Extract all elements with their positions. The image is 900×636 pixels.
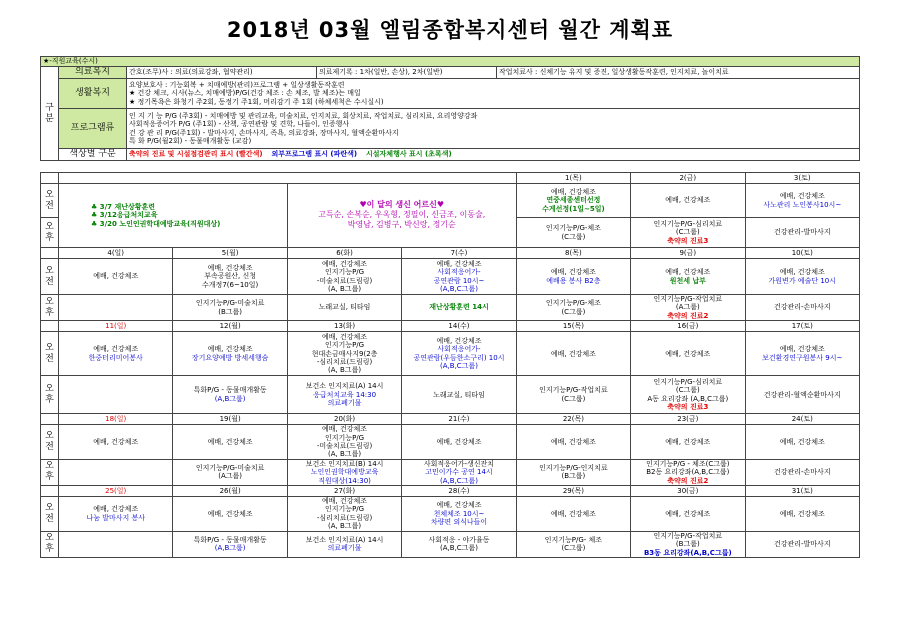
am-row (41, 259, 860, 295)
day-am (173, 259, 287, 295)
cell-line: 축약의 진료2 (667, 311, 709, 320)
cell-line: (A,B,C그룹) (440, 544, 478, 553)
cell-line: 인지기능P/G-작업치료 (653, 531, 723, 540)
day-am (402, 425, 516, 460)
birthday-box (287, 184, 516, 248)
week-header-row (41, 321, 860, 332)
staff-education: ★-직원교육(수시) (41, 57, 860, 67)
day-am (745, 332, 859, 376)
day-pm (59, 459, 173, 485)
cell-line: 가원변가 예술단 10시 (768, 276, 836, 285)
day-pm (287, 531, 401, 557)
cell-line: 인지기능P/G-미술치료 (195, 299, 265, 308)
day-pm (402, 459, 516, 485)
day-header: 28(수) (402, 486, 516, 497)
cell-line: (B그룹) (218, 307, 243, 316)
day-header: 21(수) (402, 414, 516, 425)
cell-line: 예배, 건강체조 (665, 509, 711, 518)
medical-c3: 작업치료사 : 신체기능 유지 및 증진, 일상생활동작훈련, 인지치료, 놀이치료 (497, 67, 860, 79)
day-pm (173, 459, 287, 485)
day-header: 13(화) (287, 321, 401, 332)
program-line: 특 화 P/G(월2회) - 동물매개활동 (교감) (129, 136, 252, 145)
day-header: 22(목) (516, 414, 630, 425)
cell-line: 예배, 건강체조 (322, 425, 368, 434)
day-pm (631, 295, 745, 321)
cell-line: 건강관리-발마사지 (773, 540, 831, 549)
medical-c1: 간호(조무)사 : 의료(의료강좌, 협약관리) (127, 67, 317, 79)
day-am (516, 332, 630, 376)
day-header: 6(화) (287, 248, 401, 259)
time-label: 오 후 (41, 218, 59, 248)
day-header: 14(수) (402, 321, 516, 332)
day-am (745, 259, 859, 295)
cell-line: (A, B그룹) (328, 450, 362, 459)
header-blank (41, 321, 59, 332)
day-header: 20(화) (287, 414, 401, 425)
week-header-row (41, 173, 860, 184)
header-blank (41, 248, 59, 259)
cell-line: 장기요양예방 방세세행숨 (191, 353, 269, 362)
cell-line: 현대손금매사지9(2층 (311, 349, 378, 358)
day-pm (516, 295, 630, 321)
week1-notes-blank (59, 173, 517, 184)
cell-line: 축약의 진료2 (667, 476, 709, 485)
cell-line: B3동 요리강좌(A,B,C그룹) (643, 548, 732, 557)
color-guide (127, 149, 860, 161)
time-label: 오 전 (41, 425, 59, 460)
cell-line: (A,B,C그룹) (440, 476, 478, 485)
color-guide-blue: 외부프로그램 표시 (파란색) (271, 150, 358, 159)
time-label: 오 전 (41, 497, 59, 532)
day-pm (631, 459, 745, 485)
pm-row (41, 459, 860, 485)
day-pm (59, 531, 173, 557)
cell-line: 사노관리 노인봉사10시~ (763, 200, 842, 209)
medical-c2: 의료제기록 : 1차(일반, 손상), 2차(일반) (317, 67, 497, 79)
pm-row (41, 295, 860, 321)
color-guide-green: 시설자체행사 표시 (초록색) (366, 150, 452, 159)
calendar-table (40, 172, 860, 558)
color-guide-red: 축약의 진료 및 시설점검관리 표시 (빨간색) (129, 150, 263, 159)
cell-line: 인지기능P/G-심리치료 (653, 219, 723, 228)
day-header: 25(일) (59, 486, 173, 497)
medical-label: 의료복지 (59, 67, 127, 79)
day-pm (631, 218, 745, 248)
cell-line: 예배용 봉사 B2층 (546, 276, 601, 285)
day-am (631, 425, 745, 460)
program-line: 건 강 관 리 P/G(주1회) - 발마사지, 손마사지, 족욕, 의료강좌, 장마사지, 혈액순환마사지 (129, 128, 399, 137)
pm-row (41, 531, 860, 557)
cell-line: 인지기능P/G-체조 (545, 299, 601, 308)
cell-line: 인지기능P/G-작업치료 (539, 386, 608, 395)
program-label: 프로그램류 (59, 109, 127, 149)
cell-line: 건강관리-발마사지 (773, 228, 831, 237)
cell-line: 보건소 인지치료(B) 14시 (305, 459, 384, 468)
day-pm (631, 531, 745, 557)
cell-line: 예배, 건강체조 (436, 336, 482, 345)
am-row (41, 184, 860, 218)
cell-line: 사회적응어가-생신잔치 (423, 459, 495, 468)
cell-line: 한중터리미어봉사 (88, 353, 143, 362)
cell-line: 사회적응 - 야가율동 (428, 535, 490, 544)
cell-line: -미술치료(드림링) (316, 276, 373, 285)
header-blank (41, 486, 59, 497)
week-header-row (41, 414, 860, 425)
day-am (173, 425, 287, 460)
week-header-row (41, 248, 860, 259)
day-header: 24(토) (745, 414, 859, 425)
day-header: 8(목) (516, 248, 630, 259)
cell-line: (A, B그룹) (328, 284, 362, 293)
life-line: 요양보호사 : 기능회복 + 치매예방(관리)프로그램 + 일상생활동작훈련 (129, 80, 345, 89)
day-header: 26(월) (173, 486, 287, 497)
day-am (631, 497, 745, 532)
cell-line: (A, B그룹) (328, 522, 362, 531)
cell-line: -심리치료(드림링) (316, 513, 373, 522)
cell-line: 예배, 건강체조 (550, 268, 596, 277)
day-pm (516, 218, 630, 248)
cell-line: 부속공원산, 신청 (204, 272, 257, 281)
cell-line: 응급처치교육 14:30 (313, 390, 377, 399)
cell-line: 재난상황훈련 14시 (429, 303, 489, 312)
day-pm (402, 531, 516, 557)
cell-line: 예배, 건강체조 (322, 497, 368, 506)
cell-line: -미술치료(드림링) (316, 442, 373, 451)
time-label: 오 전 (41, 332, 59, 376)
note-line: ♣ 3/12응급처치교육 (91, 211, 158, 220)
cell-line: 사회적응어가- (437, 268, 481, 277)
cell-line: 예배, 건강체조 (779, 345, 825, 354)
day-header: 31(토) (745, 486, 859, 497)
day-pm (173, 531, 287, 557)
day-pm (745, 218, 859, 248)
cell-line: 보건소 인지치료(A) 14시 (305, 382, 384, 391)
day-header: 17(토) (745, 321, 859, 332)
cell-line: 예배, 건강체조 (550, 187, 596, 196)
day-am (745, 425, 859, 460)
day-am (59, 259, 173, 295)
day-pm (173, 295, 287, 321)
cell-line: 연중세종센터선정 (546, 196, 601, 205)
cell-line: -심리치료(드림링) (316, 357, 373, 366)
cell-line: 예배, 건강체조 (207, 345, 253, 354)
cell-line: 예배, 건강체조 (207, 437, 253, 446)
cell-line: (C그룹) (561, 544, 586, 553)
cell-line: (C그룹) (675, 386, 700, 395)
cell-line: (A, B그룹) (328, 366, 362, 375)
cell-line: 예배, 건강체조 (207, 509, 253, 518)
cell-line: B2동 요리강좌(A,B,C그룹) (646, 468, 730, 477)
cell-line: 예배, 건강체조 (93, 437, 139, 446)
day-header: 9(금) (631, 248, 745, 259)
cell-line: 인지기능P/G-작업치료 (653, 295, 723, 303)
day-am (631, 332, 745, 376)
cell-line: 노인인권학대예방교육 (310, 468, 379, 477)
cell-line: 원천세 납부 (669, 276, 706, 285)
program-line: 사회적응증어가 P/G (주1회) - 산책, 공연관람 및 견학, 나들이, 인증행사 (129, 120, 350, 129)
cell-line: 예배, 건강체조 (436, 501, 482, 510)
cell-line: 예배, 건강체조 (436, 259, 482, 268)
pm-row (41, 376, 860, 414)
cell-line: (B그룹) (675, 540, 700, 549)
life-line: ★ 정기목욕은 화청기 주2회, 동정기 주1회, 머리감기 주 1회 (하체세척은 수시실시) (129, 97, 384, 106)
day-pm (516, 531, 630, 557)
cell-line: 축약의 진료3 (667, 236, 709, 245)
cell-line: 인지기능P/G (325, 341, 365, 350)
day-am (516, 497, 630, 532)
cell-line: 예배, 건강체조 (779, 268, 825, 277)
day-pm (287, 295, 401, 321)
day-am (59, 332, 173, 376)
cell-line: (A그룹) (675, 303, 700, 312)
time-label: 오 후 (41, 459, 59, 485)
cell-line: (C그룹) (675, 228, 700, 237)
day-am (745, 184, 859, 218)
cell-line: 예배, 건강체조 (779, 192, 825, 201)
cell-line: A동 요리강좌 (A,B,C그룹) (647, 394, 729, 403)
life-content (127, 79, 860, 109)
cell-line: (C그룹) (561, 232, 586, 241)
cell-line: (C그룹) (561, 307, 586, 316)
day-am (287, 259, 401, 295)
day-am (287, 497, 401, 532)
day-pm (745, 459, 859, 485)
day-header: 15(목) (516, 321, 630, 332)
cell-line: (B그룹) (561, 472, 586, 481)
day-pm (745, 295, 859, 321)
cell-line: (A,B,C그룹) (440, 362, 478, 371)
day-am (287, 332, 401, 376)
category-table (40, 56, 860, 161)
cell-line: 인지기능P/G (325, 268, 365, 277)
day-header: 27(화) (287, 486, 401, 497)
day-am (59, 497, 173, 532)
cell-line: 인지기능P/G - 체조(C그룹) (646, 459, 730, 468)
day-header: 7(수) (402, 248, 516, 259)
day-header: 10(토) (745, 248, 859, 259)
cell-line: 인지기능P/G- 체조 (544, 535, 603, 544)
day-pm (59, 295, 173, 321)
time-label: 오 후 (41, 531, 59, 557)
header-blank (41, 173, 59, 184)
cell-line: 특화P/G - 동물매개활동 (193, 386, 267, 395)
day-am (745, 497, 859, 532)
week-header-row (41, 486, 860, 497)
birthday-names: 박영남, 김병구, 박신랑, 정기순 (347, 219, 456, 229)
cell-line: 예배, 건강체조 (322, 332, 368, 341)
cell-line: 예배, 건강체조 (550, 509, 596, 518)
time-label: 오 후 (41, 295, 59, 321)
cell-line: 의료폐기물 (327, 544, 362, 553)
day-header: 4(일) (59, 248, 173, 259)
day-pm (402, 376, 516, 414)
cell-line: 예배, 건강체조 (550, 437, 596, 446)
cell-line: 건강관리-손마사지 (773, 468, 831, 477)
cell-line: 수개정7(6~10일) (202, 280, 259, 289)
day-header: 16(금) (631, 321, 745, 332)
day-pm (402, 295, 516, 321)
page-title: 2018년 03월 엘림종합복지센터 월간 계획표 (226, 18, 674, 42)
am-row (41, 497, 860, 532)
cell-line: 직원대상(14:30) (318, 476, 371, 485)
day-am (173, 332, 287, 376)
program-content (127, 109, 860, 149)
cell-line: 공연관람(우듬한소구리) 10시 (413, 353, 505, 362)
day-pm (516, 459, 630, 485)
day-am (59, 425, 173, 460)
cell-line: (C그룹) (561, 394, 586, 403)
day-am (402, 497, 516, 532)
birthday-names: 고득순, 손복순, 우옥형, 정필이, 신금조, 이동술, (318, 209, 486, 219)
cell-line: (A,B그룹) (214, 394, 246, 403)
day-pm (287, 459, 401, 485)
day-header: 3(토) (745, 173, 859, 184)
day-pm (516, 376, 630, 414)
day-am (516, 184, 630, 218)
cell-line: 예배, 건강체조 (93, 505, 139, 514)
day-pm (59, 376, 173, 414)
cell-line: 인지기능P/G-인지치료 (539, 464, 608, 473)
am-row (41, 332, 860, 376)
day-am (402, 259, 516, 295)
cell-line: 건강관리-혈액순환마사지 (763, 390, 841, 399)
time-label: 오 전 (41, 184, 59, 218)
cell-line: 예배, 건강체조 (779, 509, 825, 518)
day-header: 11(일) (59, 321, 173, 332)
note-line: ♣ 3/20 노인인권학대예방교육(직원대상) (91, 219, 221, 228)
cell-line: 예배, 건강체조 (779, 437, 825, 446)
cell-line: 예배, 건강체조 (93, 345, 139, 354)
life-label: 생활복지 (59, 79, 127, 109)
cell-line: 인지기능P/G (325, 505, 365, 514)
cell-line: 건강관리-손마사지 (773, 303, 831, 312)
day-am (173, 497, 287, 532)
cell-line: 예배, 건강체조 (550, 349, 596, 358)
cell-line: 예배, 건강체조 (665, 196, 711, 205)
cell-line: 보건소 인지치료(A) 14시 (305, 535, 384, 544)
cell-line: 공연관람 10시~ (433, 276, 485, 285)
cell-line: 수게선정(1일~5일) (542, 204, 605, 213)
cell-line: 노래교실, 티타임 (318, 303, 371, 312)
cell-line: 인지기능P/G-체조 (545, 224, 601, 233)
cell-line: (A,B,C그룹) (440, 284, 478, 293)
cell-line: 의료폐기물 (327, 398, 362, 407)
day-pm (287, 376, 401, 414)
cell-line: 고민이가수 공연 14시 (425, 468, 493, 477)
cell-line: 나눔 발마사지 봉사 (86, 513, 145, 522)
cell-line: 보건환경연구원봉사 9시~ (762, 353, 843, 362)
cell-line: 사회적응어가- (437, 345, 481, 354)
day-header: 18(일) (59, 414, 173, 425)
category-label: 구 분 (41, 67, 59, 161)
day-am (516, 259, 630, 295)
time-label: 오 전 (41, 259, 59, 295)
cell-line: 차량편 외식나들이 (430, 518, 488, 527)
cell-line: 예배, 건강체조 (665, 268, 711, 277)
day-am (287, 425, 401, 460)
cell-line: 천체체조 10시~ (433, 509, 485, 518)
day-pm (745, 376, 859, 414)
am-row (41, 425, 860, 460)
cell-line: 예배, 건강체조 (207, 263, 253, 272)
cell-line: 예배, 건강체조 (665, 349, 711, 358)
day-header: 23(금) (631, 414, 745, 425)
day-header: 2(금) (631, 173, 745, 184)
cell-line: 특화P/G - 동물매개활동 (193, 535, 267, 544)
cell-line: 인지기능P/G-심리치료 (653, 377, 723, 386)
cell-line: (A,B그룹) (214, 544, 246, 553)
day-pm (173, 376, 287, 414)
day-header: 5(월) (173, 248, 287, 259)
program-line: 인 지 기 능 P/G (주3회) - 치매예방 및 관리교육, 미술치료, 인지치료, 회상치료, 작업치료, 심리치료, 요리영양강좌 (129, 111, 478, 120)
day-am (631, 259, 745, 295)
day-header: 12(월) (173, 321, 287, 332)
cell-line: (A그룹) (218, 472, 243, 481)
day-header: 29(목) (516, 486, 630, 497)
cell-line: 인지기능P/G (325, 433, 365, 442)
color-guide-label: 색상별 구분 (59, 149, 127, 161)
cell-line: 축약의 진료3 (667, 403, 709, 412)
cell-line: 예배, 건강체조 (436, 437, 482, 446)
header-blank (41, 414, 59, 425)
note-line: ♣ 3/7 재난상황훈련 (91, 202, 156, 211)
cell-line: 인지기능P/G-미술치료 (195, 464, 265, 473)
birthday-title: ♥이 달의 생신 어르신♥ (359, 200, 445, 210)
day-header: 1(목) (516, 173, 630, 184)
week1-notes (59, 184, 288, 248)
day-am (631, 184, 745, 218)
day-pm (745, 531, 859, 557)
cell-line: 예배, 건강체조 (322, 259, 368, 268)
day-am (402, 332, 516, 376)
calendar-body (41, 173, 860, 558)
day-pm (631, 376, 745, 414)
day-am (516, 425, 630, 460)
cell-line: 노래교실, 티타임 (433, 390, 485, 399)
day-header: 30(금) (631, 486, 745, 497)
day-header: 19(월) (173, 414, 287, 425)
cell-line: 예배, 건강체조 (665, 437, 711, 446)
life-line: ★ 건강 체크, 시사(뉴스, 치매예방)P/G(건강 체조 : 손 체조, 발 체조)는 매일 (129, 89, 361, 98)
time-label: 오 후 (41, 376, 59, 414)
cell-line: 예배, 건강체조 (93, 272, 139, 281)
